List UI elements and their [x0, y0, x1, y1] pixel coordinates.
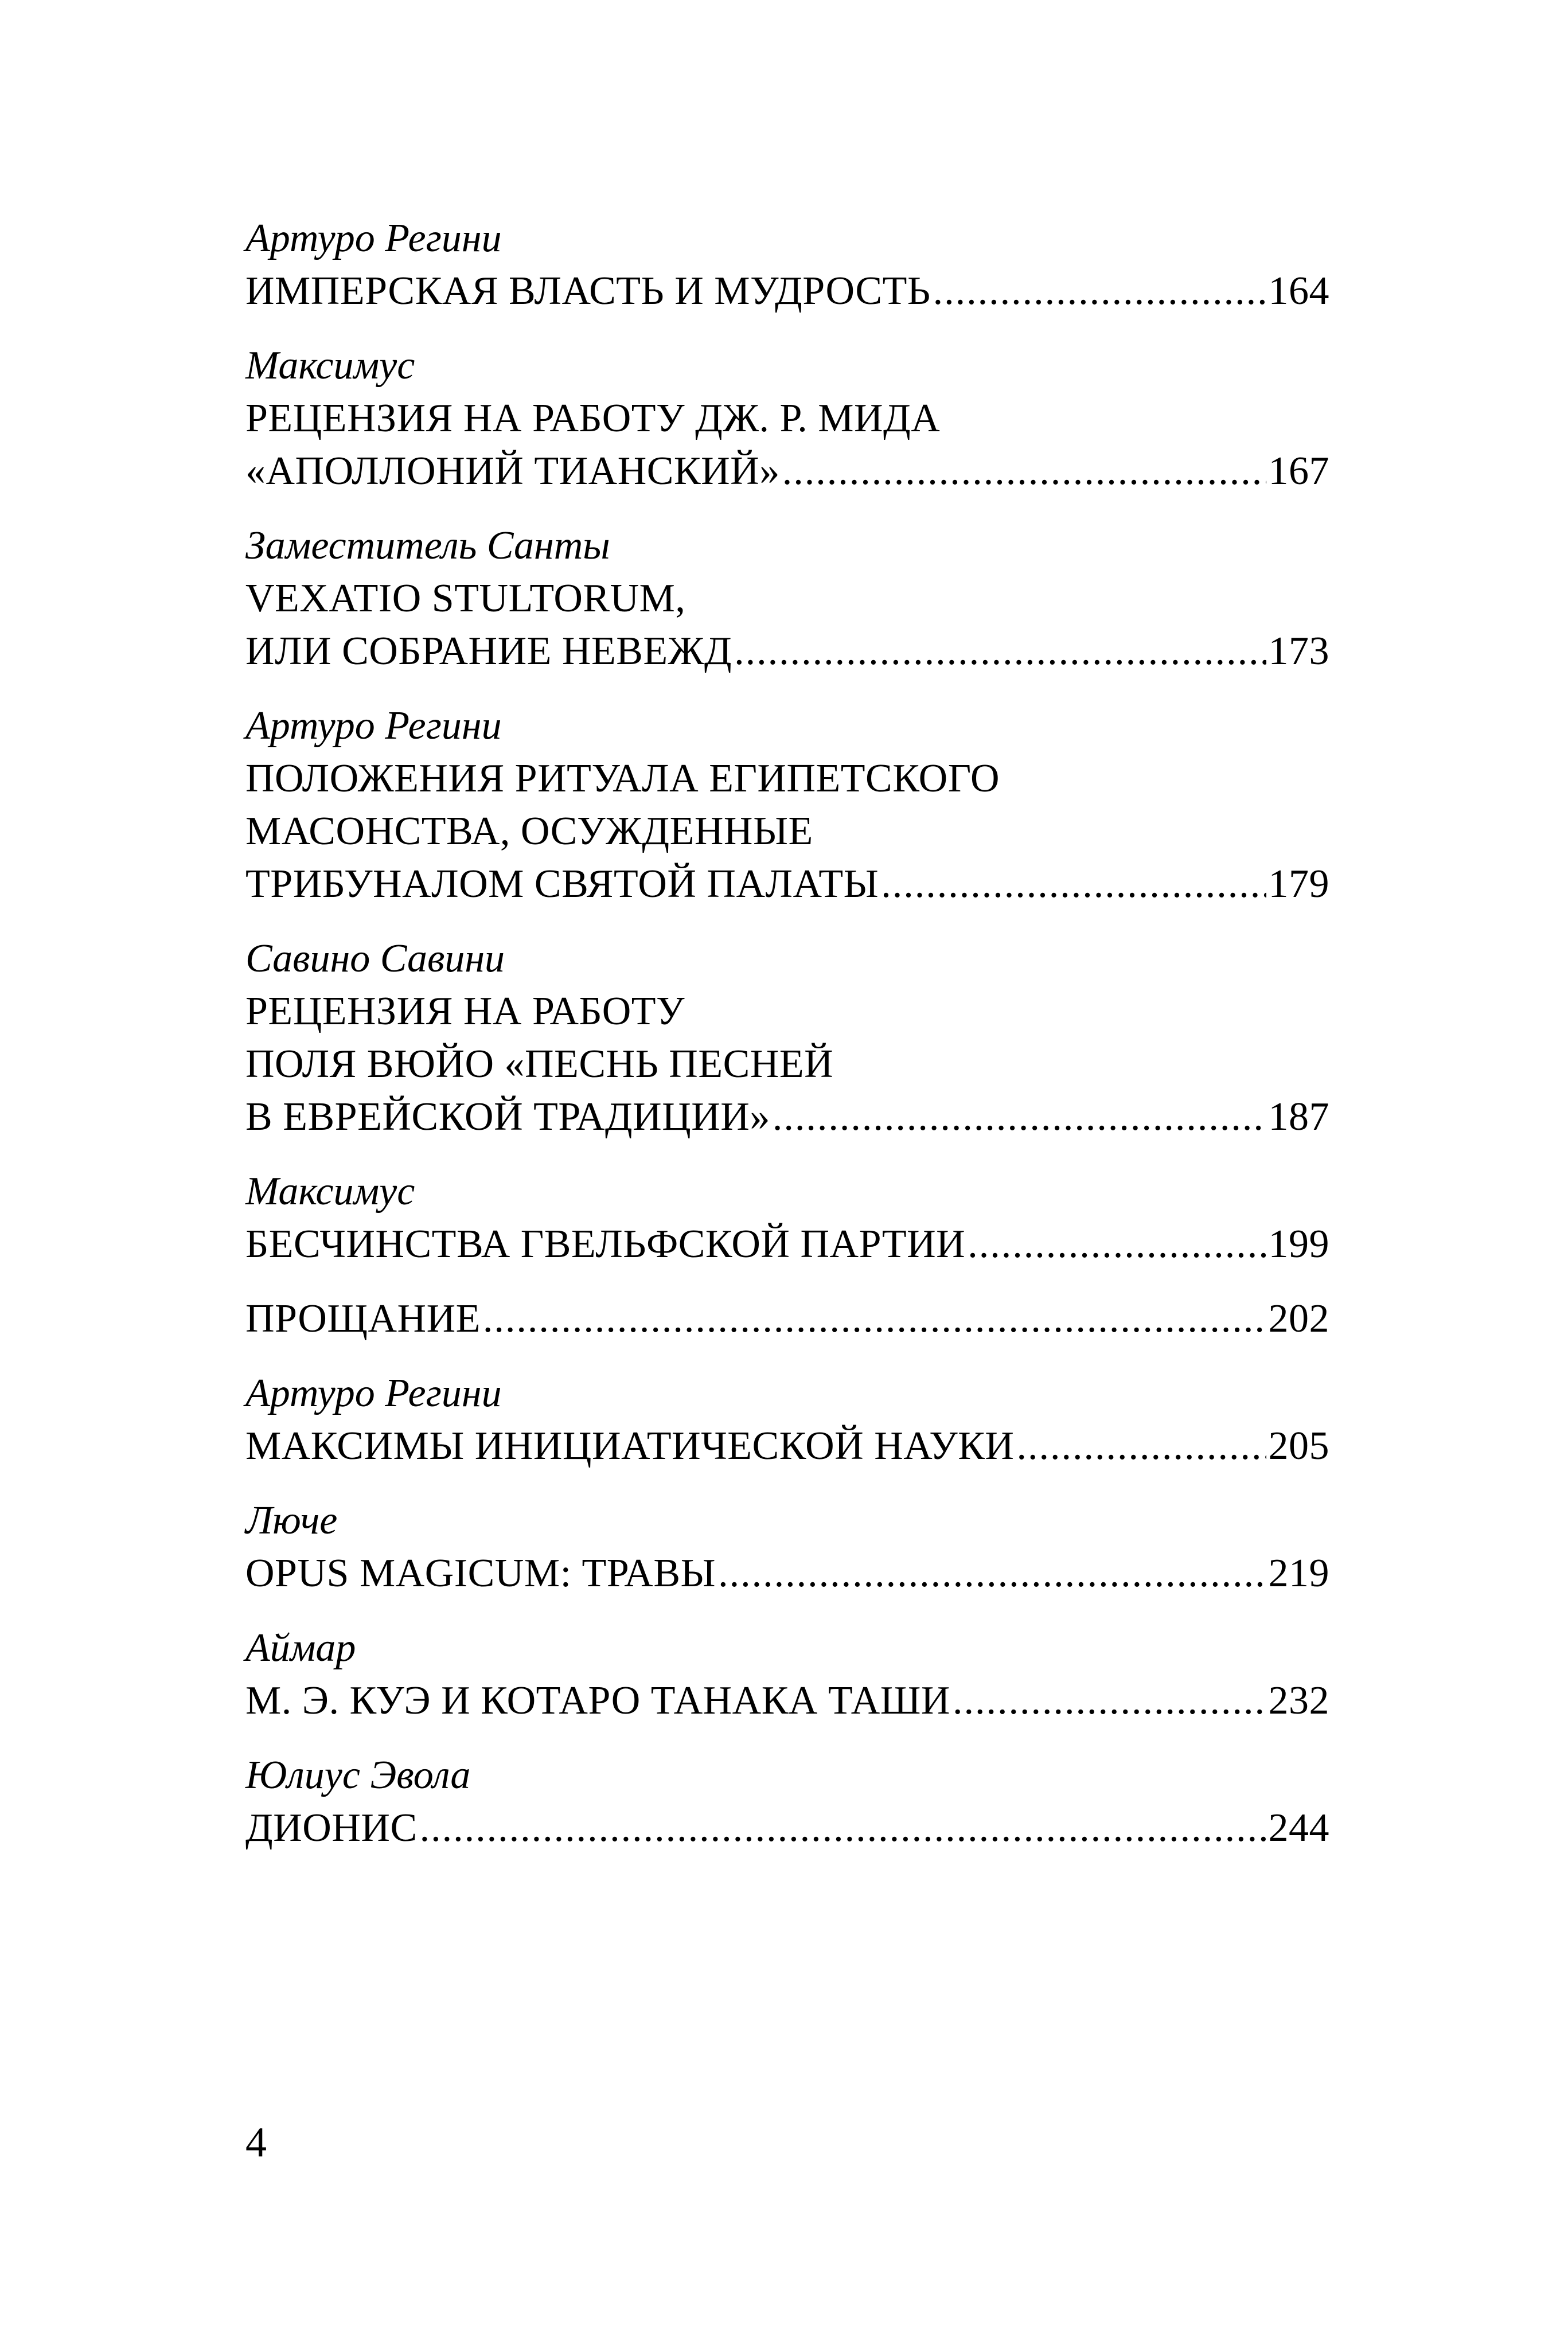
- dot-leader: [420, 1802, 1266, 1855]
- entry-page-number: 164: [1268, 269, 1329, 313]
- dot-leader: [1016, 1420, 1266, 1473]
- entry-author: Артуро Регини: [245, 704, 502, 748]
- entry-title: БЕСЧИНСТВА ГВЕЛЬФСКОЙ ПАРТИИ: [245, 1222, 966, 1266]
- entry-page-number: 244: [1268, 1806, 1329, 1850]
- entry-author: Савино Савини: [245, 937, 505, 981]
- entry-title-line: [245, 1420, 1329, 1473]
- entry-author: Максимус: [245, 1169, 415, 1213]
- entry-title-line: [245, 1675, 1329, 1727]
- entry-title-line: [245, 1802, 1329, 1855]
- entry-author: Аймар: [245, 1626, 356, 1670]
- toc-entry: [245, 1622, 1329, 1727]
- dot-leader: [953, 1675, 1266, 1727]
- toc-entry: [245, 1749, 1329, 1855]
- entry-title: ТРИБУНАЛОМ СВЯТОЙ ПАЛАТЫ: [245, 862, 879, 906]
- toc-entry: [245, 932, 1329, 1144]
- dot-leader: [773, 1091, 1266, 1144]
- entry-title-line: ПОЛОЖЕНИЯ РИТУАЛА ЕГИПЕТСКОГО: [245, 756, 1000, 801]
- entry-author: Юлиус Эвола: [245, 1753, 471, 1797]
- toc-entry: [245, 520, 1329, 678]
- entry-title-line: [245, 1293, 1329, 1345]
- entry-title: «АПОЛЛОНИЙ ТИАНСКИЙ»: [245, 449, 780, 493]
- entry-page-number: 205: [1268, 1424, 1329, 1468]
- entry-page-number: 167: [1268, 449, 1329, 493]
- entry-title-line: ПОЛЯ ВЮЙО «ПЕСНЬ ПЕСНЕЙ: [245, 1042, 834, 1086]
- entry-author: Артуро Регини: [245, 1371, 502, 1415]
- entry-title-line: РЕЦЕНЗИЯ НА РАБОТУ ДЖ. Р. МИДА: [245, 396, 941, 440]
- entry-title: М. Э. КУЭ И КОТАРО ТАНАКА ТАШИ: [245, 1679, 950, 1723]
- toc-entry: [245, 212, 1329, 318]
- entry-title: ДИОНИС: [245, 1806, 418, 1850]
- entry-title: ИЛИ СОБРАНИЕ НЕВЕЖД: [245, 629, 732, 673]
- entry-title-line: [245, 1218, 1329, 1271]
- entry-page-number: 199: [1268, 1222, 1329, 1266]
- dot-leader: [782, 445, 1266, 498]
- toc-entry: [245, 1293, 1329, 1345]
- dot-leader: [881, 858, 1266, 911]
- dot-leader: [933, 265, 1266, 318]
- entry-title: OPUS MAGICUM: ТРАВЫ: [245, 1551, 716, 1595]
- toc-entry: [245, 1165, 1329, 1271]
- entry-page-number: 187: [1268, 1095, 1329, 1139]
- entry-title-line: [245, 265, 1329, 318]
- entry-title: ИМПЕРСКАЯ ВЛАСТЬ И МУДРОСТЬ: [245, 269, 931, 313]
- entry-title: ПРОЩАНИЕ: [245, 1297, 481, 1341]
- table-of-contents: [245, 212, 1329, 1876]
- entry-page-number: 202: [1268, 1297, 1329, 1341]
- entry-author: Максимус: [245, 344, 415, 388]
- entry-author: Заместитель Санты: [245, 524, 610, 568]
- toc-entry: [245, 1495, 1329, 1600]
- dot-leader: [968, 1218, 1266, 1271]
- entry-title-line: МАСОНСТВА, ОСУЖДЕННЫЕ: [245, 809, 813, 853]
- entry-title: МАКСИМЫ ИНИЦИАТИЧЕСКОЙ НАУКИ: [245, 1424, 1015, 1468]
- toc-entry: [245, 1367, 1329, 1473]
- entry-title-line: [245, 1547, 1329, 1600]
- dot-leader: [483, 1293, 1266, 1345]
- toc-entry: [245, 340, 1329, 498]
- entry-author: Люче: [245, 1499, 338, 1543]
- entry-title: В ЕВРЕЙСКОЙ ТРАДИЦИИ»: [245, 1095, 770, 1139]
- dot-leader: [718, 1547, 1266, 1600]
- entry-author: Артуро Регини: [245, 216, 502, 260]
- entry-title-line: [245, 445, 1329, 498]
- entry-title-line: [245, 625, 1329, 678]
- entry-page-number: 232: [1268, 1679, 1329, 1723]
- entry-page-number: 173: [1268, 629, 1329, 673]
- toc-entry: [245, 700, 1329, 911]
- entry-title-line: РЕЦЕНЗИЯ НА РАБОТУ: [245, 989, 685, 1033]
- entry-title-line: VEXATIO STULTORUM,: [245, 576, 686, 621]
- folio-page-number: 4: [245, 2119, 267, 2166]
- entry-page-number: 179: [1268, 862, 1329, 906]
- entry-page-number: 219: [1268, 1551, 1329, 1595]
- entry-title-line: [245, 1091, 1329, 1144]
- entry-title-line: [245, 858, 1329, 911]
- dot-leader: [734, 625, 1266, 678]
